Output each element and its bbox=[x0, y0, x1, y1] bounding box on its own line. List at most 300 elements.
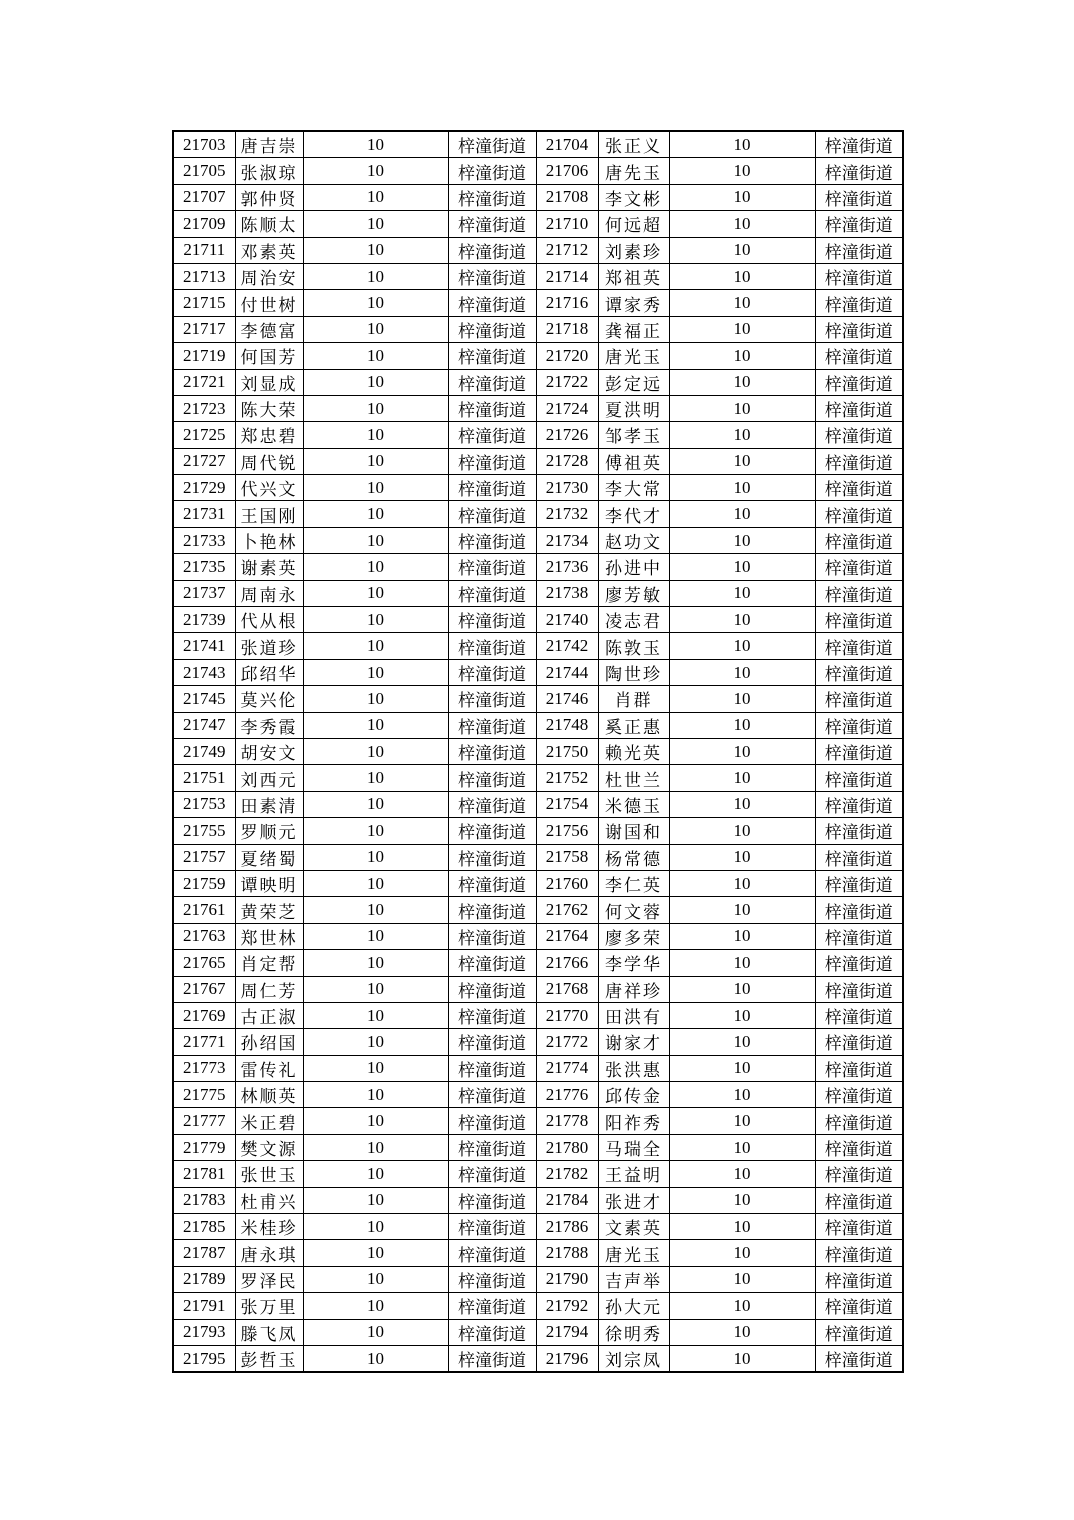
amount-cell: 10 bbox=[669, 1266, 815, 1292]
amount-cell: 10 bbox=[303, 738, 448, 764]
street-cell: 梓潼街道 bbox=[815, 1240, 903, 1266]
serial-number-cell: 21793 bbox=[173, 1319, 235, 1345]
serial-number-cell: 21787 bbox=[173, 1240, 235, 1266]
serial-number-cell: 21728 bbox=[536, 448, 598, 474]
amount-cell: 10 bbox=[303, 844, 448, 870]
street-cell: 梓潼街道 bbox=[815, 923, 903, 949]
serial-number-cell: 21763 bbox=[173, 923, 235, 949]
table-row bbox=[173, 263, 903, 289]
amount-cell: 10 bbox=[669, 950, 815, 976]
name-cell: 郑世林 bbox=[235, 923, 303, 949]
street-cell: 梓潼街道 bbox=[815, 1082, 903, 1108]
table-body bbox=[173, 131, 903, 1372]
street-cell: 梓潼街道 bbox=[815, 131, 903, 158]
street-cell: 梓潼街道 bbox=[815, 1002, 903, 1028]
serial-number-cell: 21771 bbox=[173, 1029, 235, 1055]
name-cell: 刘显成 bbox=[235, 369, 303, 395]
street-cell: 梓潼街道 bbox=[448, 738, 536, 764]
serial-number-cell: 21731 bbox=[173, 501, 235, 527]
table-row bbox=[173, 1161, 903, 1187]
amount-cell: 10 bbox=[303, 1187, 448, 1213]
street-cell: 梓潼街道 bbox=[448, 686, 536, 712]
name-cell: 唐先玉 bbox=[598, 158, 669, 184]
serial-number-cell: 21779 bbox=[173, 1134, 235, 1160]
table-row bbox=[173, 607, 903, 633]
serial-number-cell: 21719 bbox=[173, 343, 235, 369]
street-cell: 梓潼街道 bbox=[815, 1161, 903, 1187]
name-cell: 李仁英 bbox=[598, 870, 669, 896]
table-row bbox=[173, 395, 903, 421]
table-row bbox=[173, 1108, 903, 1134]
name-cell: 田洪有 bbox=[598, 1002, 669, 1028]
table-row bbox=[173, 475, 903, 501]
serial-number-cell: 21746 bbox=[536, 686, 598, 712]
table-row bbox=[173, 738, 903, 764]
amount-cell: 10 bbox=[669, 1134, 815, 1160]
serial-number-cell: 21718 bbox=[536, 316, 598, 342]
table-row bbox=[173, 290, 903, 316]
name-cell: 张世玉 bbox=[235, 1161, 303, 1187]
table-row bbox=[173, 976, 903, 1002]
serial-number-cell: 21784 bbox=[536, 1187, 598, 1213]
name-cell: 肖定帮 bbox=[235, 950, 303, 976]
name-cell: 何文蓉 bbox=[598, 897, 669, 923]
name-cell: 李德富 bbox=[235, 316, 303, 342]
serial-number-cell: 21772 bbox=[536, 1029, 598, 1055]
street-cell: 梓潼街道 bbox=[448, 659, 536, 685]
street-cell: 梓潼街道 bbox=[815, 501, 903, 527]
table-row bbox=[173, 1293, 903, 1319]
amount-cell: 10 bbox=[303, 712, 448, 738]
amount-cell: 10 bbox=[303, 976, 448, 1002]
serial-number-cell: 21767 bbox=[173, 976, 235, 1002]
street-cell: 梓潼街道 bbox=[815, 237, 903, 263]
street-cell: 梓潼街道 bbox=[815, 1134, 903, 1160]
street-cell: 梓潼街道 bbox=[815, 1319, 903, 1345]
street-cell: 梓潼街道 bbox=[815, 712, 903, 738]
street-cell: 梓潼街道 bbox=[815, 1345, 903, 1372]
amount-cell: 10 bbox=[303, 1266, 448, 1292]
street-cell: 梓潼街道 bbox=[448, 580, 536, 606]
street-cell: 梓潼街道 bbox=[448, 923, 536, 949]
serial-number-cell: 21769 bbox=[173, 1002, 235, 1028]
name-cell: 陶世珍 bbox=[598, 659, 669, 685]
street-cell: 梓潼街道 bbox=[448, 976, 536, 1002]
name-cell: 邱传金 bbox=[598, 1082, 669, 1108]
serial-number-cell: 21721 bbox=[173, 369, 235, 395]
name-cell: 阳祚秀 bbox=[598, 1108, 669, 1134]
serial-number-cell: 21736 bbox=[536, 554, 598, 580]
name-cell: 李学华 bbox=[598, 950, 669, 976]
street-cell: 梓潼街道 bbox=[448, 1293, 536, 1319]
name-cell: 王国刚 bbox=[235, 501, 303, 527]
amount-cell: 10 bbox=[669, 158, 815, 184]
name-cell: 周治安 bbox=[235, 263, 303, 289]
name-cell: 何国芳 bbox=[235, 343, 303, 369]
amount-cell: 10 bbox=[669, 607, 815, 633]
table-row bbox=[173, 448, 903, 474]
name-cell: 黄荣芝 bbox=[235, 897, 303, 923]
name-cell: 肖群 bbox=[598, 686, 669, 712]
serial-number-cell: 21750 bbox=[536, 738, 598, 764]
name-cell: 刘宗凤 bbox=[598, 1345, 669, 1372]
serial-number-cell: 21752 bbox=[536, 765, 598, 791]
street-cell: 梓潼街道 bbox=[815, 290, 903, 316]
name-cell: 刘西元 bbox=[235, 765, 303, 791]
name-cell: 夏绪蜀 bbox=[235, 844, 303, 870]
name-cell: 田素清 bbox=[235, 791, 303, 817]
street-cell: 梓潼街道 bbox=[448, 791, 536, 817]
serial-number-cell: 21795 bbox=[173, 1345, 235, 1372]
name-cell: 李大常 bbox=[598, 475, 669, 501]
amount-cell: 10 bbox=[669, 1161, 815, 1187]
amount-cell: 10 bbox=[303, 184, 448, 210]
name-cell: 邓素英 bbox=[235, 237, 303, 263]
street-cell: 梓潼街道 bbox=[448, 158, 536, 184]
name-cell: 夏洪明 bbox=[598, 395, 669, 421]
serial-number-cell: 21742 bbox=[536, 633, 598, 659]
amount-cell: 10 bbox=[669, 343, 815, 369]
street-cell: 梓潼街道 bbox=[815, 184, 903, 210]
serial-number-cell: 21751 bbox=[173, 765, 235, 791]
street-cell: 梓潼街道 bbox=[448, 448, 536, 474]
name-cell: 罗顺元 bbox=[235, 818, 303, 844]
street-cell: 梓潼街道 bbox=[448, 1214, 536, 1240]
name-cell: 孙大元 bbox=[598, 1293, 669, 1319]
amount-cell: 10 bbox=[669, 686, 815, 712]
name-cell: 罗泽民 bbox=[235, 1266, 303, 1292]
amount-cell: 10 bbox=[303, 158, 448, 184]
street-cell: 梓潼街道 bbox=[815, 1187, 903, 1213]
table-row bbox=[173, 580, 903, 606]
name-cell: 张万里 bbox=[235, 1293, 303, 1319]
amount-cell: 10 bbox=[669, 501, 815, 527]
amount-cell: 10 bbox=[303, 343, 448, 369]
table-row bbox=[173, 343, 903, 369]
serial-number-cell: 21737 bbox=[173, 580, 235, 606]
name-cell: 唐永琪 bbox=[235, 1240, 303, 1266]
name-cell: 陈顺太 bbox=[235, 211, 303, 237]
amount-cell: 10 bbox=[303, 369, 448, 395]
serial-number-cell: 21758 bbox=[536, 844, 598, 870]
street-cell: 梓潼街道 bbox=[448, 1002, 536, 1028]
street-cell: 梓潼街道 bbox=[448, 844, 536, 870]
street-cell: 梓潼街道 bbox=[815, 580, 903, 606]
serial-number-cell: 21708 bbox=[536, 184, 598, 210]
serial-number-cell: 21733 bbox=[173, 527, 235, 553]
table-row bbox=[173, 158, 903, 184]
table-row bbox=[173, 1082, 903, 1108]
street-cell: 梓潼街道 bbox=[448, 211, 536, 237]
amount-cell: 10 bbox=[303, 422, 448, 448]
name-cell: 张淑琼 bbox=[235, 158, 303, 184]
amount-cell: 10 bbox=[303, 131, 448, 158]
amount-cell: 10 bbox=[303, 633, 448, 659]
amount-cell: 10 bbox=[669, 237, 815, 263]
serial-number-cell: 21789 bbox=[173, 1266, 235, 1292]
name-cell: 周代锐 bbox=[235, 448, 303, 474]
street-cell: 梓潼街道 bbox=[815, 844, 903, 870]
street-cell: 梓潼街道 bbox=[448, 1345, 536, 1372]
street-cell: 梓潼街道 bbox=[815, 686, 903, 712]
name-cell: 周南永 bbox=[235, 580, 303, 606]
street-cell: 梓潼街道 bbox=[815, 607, 903, 633]
allowance-roster-table bbox=[172, 130, 904, 1373]
table-row bbox=[173, 369, 903, 395]
serial-number-cell: 21734 bbox=[536, 527, 598, 553]
serial-number-cell: 21720 bbox=[536, 343, 598, 369]
amount-cell: 10 bbox=[669, 818, 815, 844]
amount-cell: 10 bbox=[303, 290, 448, 316]
street-cell: 梓潼街道 bbox=[815, 1108, 903, 1134]
street-cell: 梓潼街道 bbox=[448, 712, 536, 738]
serial-number-cell: 21741 bbox=[173, 633, 235, 659]
name-cell: 王益明 bbox=[598, 1161, 669, 1187]
table-row bbox=[173, 1134, 903, 1160]
street-cell: 梓潼街道 bbox=[448, 184, 536, 210]
serial-number-cell: 21729 bbox=[173, 475, 235, 501]
serial-number-cell: 21764 bbox=[536, 923, 598, 949]
table-row bbox=[173, 791, 903, 817]
street-cell: 梓潼街道 bbox=[815, 263, 903, 289]
name-cell: 廖多荣 bbox=[598, 923, 669, 949]
amount-cell: 10 bbox=[303, 923, 448, 949]
name-cell: 廖芳敏 bbox=[598, 580, 669, 606]
serial-number-cell: 21745 bbox=[173, 686, 235, 712]
street-cell: 梓潼街道 bbox=[448, 1108, 536, 1134]
street-cell: 梓潼街道 bbox=[448, 1029, 536, 1055]
table-row bbox=[173, 712, 903, 738]
street-cell: 梓潼街道 bbox=[448, 1266, 536, 1292]
street-cell: 梓潼街道 bbox=[448, 607, 536, 633]
amount-cell: 10 bbox=[303, 448, 448, 474]
amount-cell: 10 bbox=[303, 554, 448, 580]
name-cell: 郑忠碧 bbox=[235, 422, 303, 448]
serial-number-cell: 21744 bbox=[536, 659, 598, 685]
street-cell: 梓潼街道 bbox=[815, 422, 903, 448]
street-cell: 梓潼街道 bbox=[448, 950, 536, 976]
street-cell: 梓潼街道 bbox=[448, 870, 536, 896]
name-cell: 凌志君 bbox=[598, 607, 669, 633]
street-cell: 梓潼街道 bbox=[815, 897, 903, 923]
amount-cell: 10 bbox=[669, 1108, 815, 1134]
name-cell: 胡安文 bbox=[235, 738, 303, 764]
serial-number-cell: 21783 bbox=[173, 1187, 235, 1213]
name-cell: 滕飞凤 bbox=[235, 1319, 303, 1345]
serial-number-cell: 21753 bbox=[173, 791, 235, 817]
serial-number-cell: 21756 bbox=[536, 818, 598, 844]
name-cell: 杜甫兴 bbox=[235, 1187, 303, 1213]
serial-number-cell: 21724 bbox=[536, 395, 598, 421]
name-cell: 陈大荣 bbox=[235, 395, 303, 421]
amount-cell: 10 bbox=[303, 686, 448, 712]
serial-number-cell: 21777 bbox=[173, 1108, 235, 1134]
street-cell: 梓潼街道 bbox=[815, 738, 903, 764]
amount-cell: 10 bbox=[669, 791, 815, 817]
serial-number-cell: 21774 bbox=[536, 1055, 598, 1081]
street-cell: 梓潼街道 bbox=[448, 290, 536, 316]
amount-cell: 10 bbox=[669, 580, 815, 606]
amount-cell: 10 bbox=[303, 1319, 448, 1345]
serial-number-cell: 21770 bbox=[536, 1002, 598, 1028]
serial-number-cell: 21704 bbox=[536, 131, 598, 158]
amount-cell: 10 bbox=[669, 475, 815, 501]
name-cell: 雷传礼 bbox=[235, 1055, 303, 1081]
street-cell: 梓潼街道 bbox=[815, 818, 903, 844]
serial-number-cell: 21706 bbox=[536, 158, 598, 184]
amount-cell: 10 bbox=[303, 1345, 448, 1372]
table-row bbox=[173, 422, 903, 448]
amount-cell: 10 bbox=[669, 1293, 815, 1319]
name-cell: 谢素英 bbox=[235, 554, 303, 580]
table-row bbox=[173, 131, 903, 158]
table-row bbox=[173, 1240, 903, 1266]
amount-cell: 10 bbox=[303, 237, 448, 263]
table-row bbox=[173, 633, 903, 659]
serial-number-cell: 21785 bbox=[173, 1214, 235, 1240]
amount-cell: 10 bbox=[669, 316, 815, 342]
name-cell: 林顺英 bbox=[235, 1082, 303, 1108]
table-row bbox=[173, 554, 903, 580]
name-cell: 唐光玉 bbox=[598, 1240, 669, 1266]
table-row bbox=[173, 211, 903, 237]
table-row bbox=[173, 316, 903, 342]
serial-number-cell: 21754 bbox=[536, 791, 598, 817]
amount-cell: 10 bbox=[303, 1293, 448, 1319]
serial-number-cell: 21703 bbox=[173, 131, 235, 158]
amount-cell: 10 bbox=[669, 976, 815, 1002]
amount-cell: 10 bbox=[303, 1029, 448, 1055]
street-cell: 梓潼街道 bbox=[448, 818, 536, 844]
amount-cell: 10 bbox=[669, 395, 815, 421]
name-cell: 谢家才 bbox=[598, 1029, 669, 1055]
serial-number-cell: 21792 bbox=[536, 1293, 598, 1319]
street-cell: 梓潼街道 bbox=[448, 554, 536, 580]
street-cell: 梓潼街道 bbox=[448, 1319, 536, 1345]
table-row bbox=[173, 897, 903, 923]
name-cell: 谭家秀 bbox=[598, 290, 669, 316]
table-row bbox=[173, 870, 903, 896]
table-row bbox=[173, 1319, 903, 1345]
street-cell: 梓潼街道 bbox=[815, 554, 903, 580]
table-row bbox=[173, 1029, 903, 1055]
amount-cell: 10 bbox=[303, 765, 448, 791]
serial-number-cell: 21760 bbox=[536, 870, 598, 896]
amount-cell: 10 bbox=[669, 184, 815, 210]
serial-number-cell: 21707 bbox=[173, 184, 235, 210]
table-row bbox=[173, 1055, 903, 1081]
name-cell: 张正义 bbox=[598, 131, 669, 158]
name-cell: 杜世兰 bbox=[598, 765, 669, 791]
serial-number-cell: 21759 bbox=[173, 870, 235, 896]
table-row bbox=[173, 237, 903, 263]
street-cell: 梓潼街道 bbox=[815, 395, 903, 421]
name-cell: 刘素珍 bbox=[598, 237, 669, 263]
name-cell: 傅祖英 bbox=[598, 448, 669, 474]
serial-number-cell: 21776 bbox=[536, 1082, 598, 1108]
amount-cell: 10 bbox=[303, 475, 448, 501]
name-cell: 谢国和 bbox=[598, 818, 669, 844]
street-cell: 梓潼街道 bbox=[448, 501, 536, 527]
table-row bbox=[173, 1266, 903, 1292]
serial-number-cell: 21781 bbox=[173, 1161, 235, 1187]
table-row bbox=[173, 1187, 903, 1213]
amount-cell: 10 bbox=[669, 131, 815, 158]
serial-number-cell: 21723 bbox=[173, 395, 235, 421]
name-cell: 周仁芳 bbox=[235, 976, 303, 1002]
name-cell: 徐明秀 bbox=[598, 1319, 669, 1345]
amount-cell: 10 bbox=[303, 791, 448, 817]
name-cell: 孙绍国 bbox=[235, 1029, 303, 1055]
serial-number-cell: 21773 bbox=[173, 1055, 235, 1081]
amount-cell: 10 bbox=[669, 659, 815, 685]
table-row bbox=[173, 501, 903, 527]
name-cell: 马瑞全 bbox=[598, 1134, 669, 1160]
amount-cell: 10 bbox=[669, 923, 815, 949]
street-cell: 梓潼街道 bbox=[815, 158, 903, 184]
street-cell: 梓潼街道 bbox=[815, 1266, 903, 1292]
name-cell: 杨常德 bbox=[598, 844, 669, 870]
serial-number-cell: 21786 bbox=[536, 1214, 598, 1240]
amount-cell: 10 bbox=[669, 448, 815, 474]
serial-number-cell: 21749 bbox=[173, 738, 235, 764]
amount-cell: 10 bbox=[669, 765, 815, 791]
serial-number-cell: 21709 bbox=[173, 211, 235, 237]
amount-cell: 10 bbox=[669, 527, 815, 553]
amount-cell: 10 bbox=[303, 580, 448, 606]
amount-cell: 10 bbox=[303, 897, 448, 923]
amount-cell: 10 bbox=[669, 1055, 815, 1081]
serial-number-cell: 21740 bbox=[536, 607, 598, 633]
name-cell: 唐吉崇 bbox=[235, 131, 303, 158]
name-cell: 吉声举 bbox=[598, 1266, 669, 1292]
amount-cell: 10 bbox=[303, 1240, 448, 1266]
name-cell: 李文彬 bbox=[598, 184, 669, 210]
name-cell: 付世树 bbox=[235, 290, 303, 316]
serial-number-cell: 21766 bbox=[536, 950, 598, 976]
name-cell: 赖光英 bbox=[598, 738, 669, 764]
amount-cell: 10 bbox=[669, 633, 815, 659]
street-cell: 梓潼街道 bbox=[448, 237, 536, 263]
street-cell: 梓潼街道 bbox=[815, 1055, 903, 1081]
street-cell: 梓潼街道 bbox=[448, 316, 536, 342]
name-cell: 张洪惠 bbox=[598, 1055, 669, 1081]
serial-number-cell: 21714 bbox=[536, 263, 598, 289]
table-row bbox=[173, 659, 903, 685]
street-cell: 梓潼街道 bbox=[448, 527, 536, 553]
street-cell: 梓潼街道 bbox=[448, 1134, 536, 1160]
serial-number-cell: 21711 bbox=[173, 237, 235, 263]
amount-cell: 10 bbox=[303, 1134, 448, 1160]
street-cell: 梓潼街道 bbox=[815, 369, 903, 395]
amount-cell: 10 bbox=[669, 1082, 815, 1108]
name-cell: 彭哲玉 bbox=[235, 1345, 303, 1372]
table-row bbox=[173, 923, 903, 949]
street-cell: 梓潼街道 bbox=[815, 791, 903, 817]
street-cell: 梓潼街道 bbox=[815, 976, 903, 1002]
street-cell: 梓潼街道 bbox=[815, 448, 903, 474]
serial-number-cell: 21717 bbox=[173, 316, 235, 342]
street-cell: 梓潼街道 bbox=[448, 1161, 536, 1187]
table-row bbox=[173, 765, 903, 791]
amount-cell: 10 bbox=[303, 818, 448, 844]
street-cell: 梓潼街道 bbox=[448, 1187, 536, 1213]
name-cell: 邹孝玉 bbox=[598, 422, 669, 448]
amount-cell: 10 bbox=[669, 422, 815, 448]
amount-cell: 10 bbox=[669, 554, 815, 580]
amount-cell: 10 bbox=[669, 738, 815, 764]
name-cell: 米桂珍 bbox=[235, 1214, 303, 1240]
